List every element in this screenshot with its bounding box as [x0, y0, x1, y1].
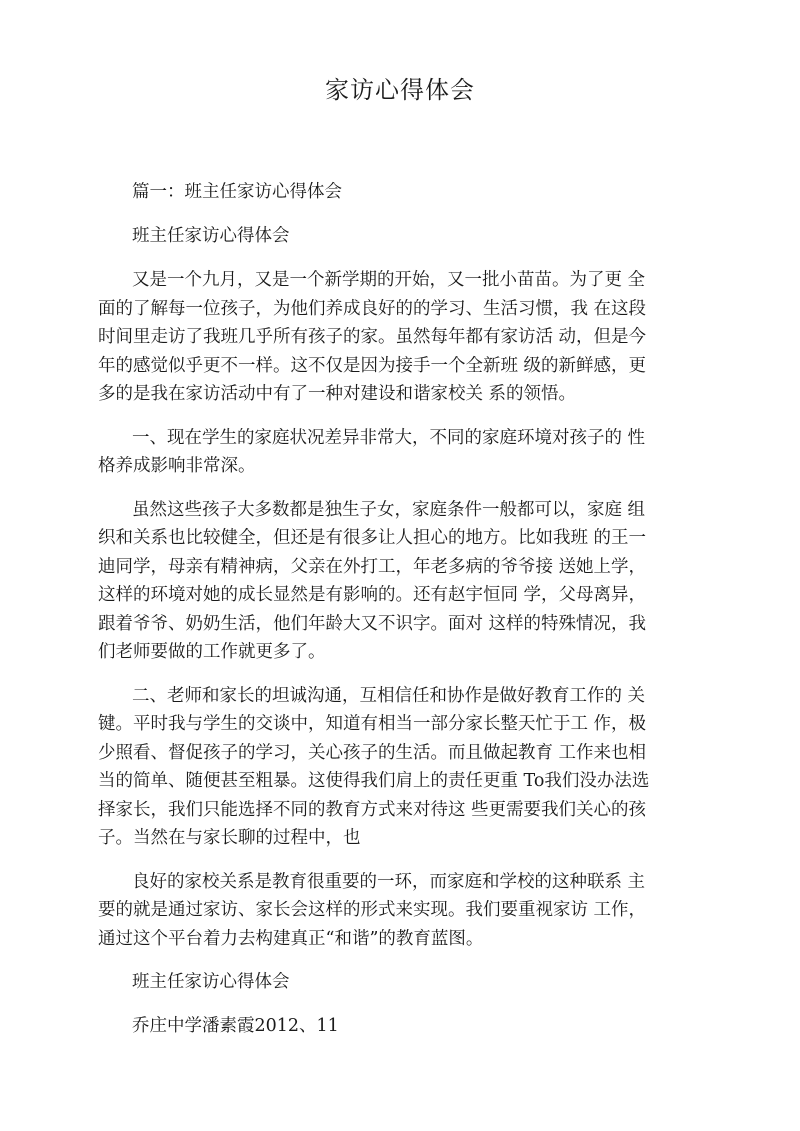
paragraph-line: 格养成影响非常深。 [98, 456, 256, 476]
paragraph-line: 通过这个平台着力去构建真正“和谐”的教育蓝图。 [98, 928, 484, 949]
section-heading: 篇一：班主任家访心得体会 [132, 182, 342, 202]
paragraph-line: 择家长，我们只能选择不同的教育方式来对待这 些更需要我们关心的孩 [98, 799, 647, 820]
paragraph-line: 当的简单、随便甚至粗暴。这使得我们肩上的责任更重 To我们没办法选 [98, 771, 650, 791]
paragraph-3 [98, 496, 706, 667]
signature: 乔庄中学潘素霞2012、11 [132, 1016, 339, 1036]
subtitle: 班主任家访心得体会 [132, 226, 290, 246]
paragraph-5 [98, 868, 706, 954]
paragraph-line: 虽然这些孩子大多数都是独生子女，家庭条件一般都可以，家庭 组 [132, 499, 646, 520]
closing-title: 班主任家访心得体会 [132, 972, 290, 992]
paragraph-line: 年的感觉似乎更不一样。这不仅是因为接手一个全新班 级的新鲜感，更 [98, 355, 647, 376]
paragraph-line: 这样的环境对她的成长显然是有影响的。还有赵宇恒同 学，父母离异， [98, 585, 647, 605]
paragraph-line: 二、老师和家长的坦诚沟通，互相信任和协作是做好教育工作的 关 [132, 685, 646, 706]
paragraph-line: 织和关系也比较健全，但还是有很多让人担心的地方。比如我班 的王一 [98, 528, 647, 548]
document-body [98, 178, 706, 1056]
paragraph-line: 们老师要做的工作就更多了。 [98, 642, 326, 662]
paragraph-line: 又是一个九月，又是一个新学期的开始，又一批小苗苗。为了更 全 [132, 270, 646, 290]
paragraph-line: 键。平时我与学生的交谈中，知道有相当一部分家长整天忙于工 作，极 [98, 714, 647, 734]
paragraph-line: 子。当然在与家长聊的过程中，也 [98, 828, 361, 848]
paragraph-line: 面的了解每一位孩子，为他们养成良好的的学习、生活习惯，我 在这段 [98, 298, 647, 319]
paragraph-line: 多的是我在家访活动中有了一种对建设和谐家校关 系的领悟。 [98, 384, 577, 404]
paragraph-1 [98, 266, 706, 409]
paragraph-line: 跟着爷爷、奶奶生活，他们年龄大又不识字。面对 这样的特殊情况，我 [98, 613, 647, 634]
paragraph-line: 要的就是通过家访、家长会这样的形式来实现。我们要重视家访 工作， [98, 900, 647, 920]
document-title: 家访心得体会 [325, 76, 475, 104]
paragraph-4 [98, 682, 706, 853]
paragraph-line: 时间里走访了我班几乎所有孩子的家。虽然每年都有家访活 动，但是今 [98, 327, 647, 347]
paragraph-line: 少照看、督促孩子的学习，关心孩子的生活。而且做起教育 工作来也相 [98, 742, 647, 763]
paragraph-line: 良好的家校关系是教育很重要的一环，而家庭和学校的这种联系 主 [132, 871, 646, 892]
paragraph-2 [98, 424, 706, 481]
paragraph-line: 迪同学，母亲有精神病，父亲在外打工，年老多病的爷爷接 送她上学， [98, 556, 647, 577]
paragraph-line: 一、现在学生的家庭状况差异非常大，不同的家庭环境对孩子的 性 [132, 427, 646, 448]
